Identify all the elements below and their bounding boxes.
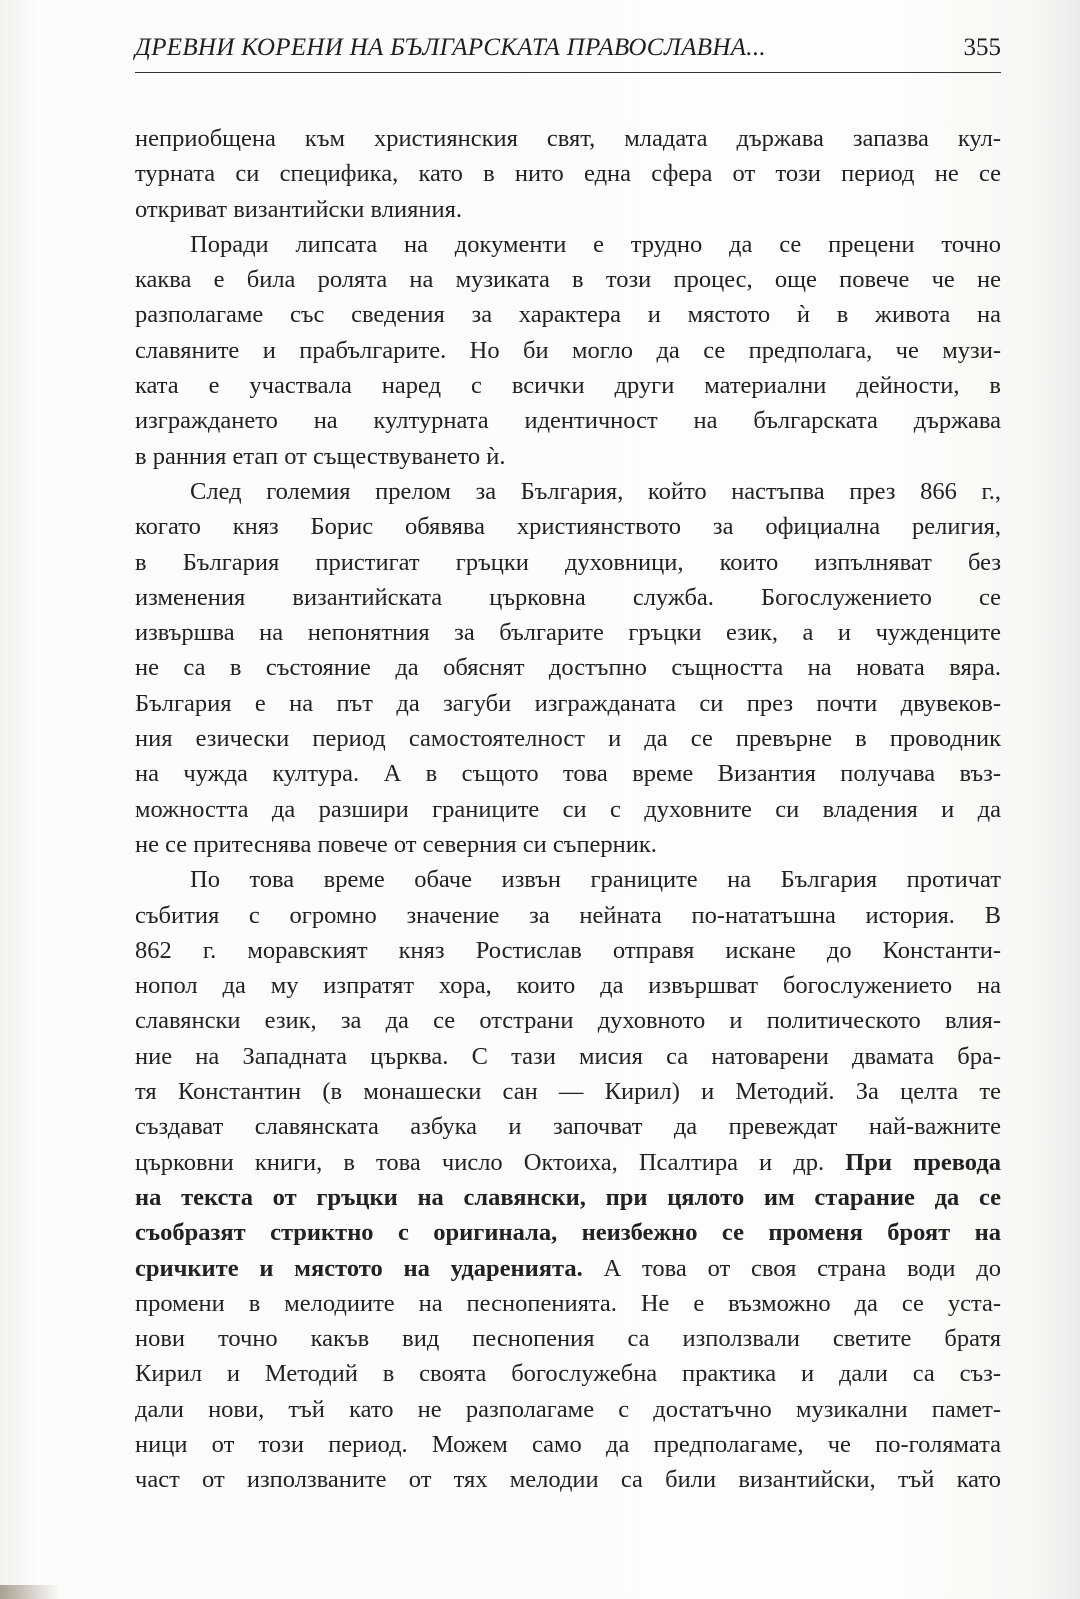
text-line: разполагаме със сведения за характера и мястото ѝ в живота на [135,301,1001,329]
body-text [135,121,1001,1498]
text-line: По това време обаче извън границите на България протичат [190,866,1001,894]
text-line: в ранния етап от съществуването ѝ. [135,442,506,470]
text-line: 862 г. моравският княз Ростислав отправя искане до Константи- [135,936,1001,964]
text-line: Кирил и Методий в своята богослужебна практика и дали са съз- [135,1360,1001,1388]
text-line: извършва на непонятния за българите гръцки език, а и чужденците [135,619,1001,647]
bold-text-run: сричките и мястото на ударенията. [135,1254,583,1282]
running-title: ДРЕВНИ КОРЕНИ НА БЪЛГАРСКАТА ПРАВОСЛАВНА... [135,34,766,61]
text-line: откриват византийски влияния. [135,195,462,223]
running-header [135,32,1001,73]
text-line-mixed [135,1145,1001,1180]
text-line: тя Константин (в монашески сан — Кирил) и Методий. За целта те [135,1078,1001,1106]
text-line: ката е участвала наред с всички други материални дейности, в [135,372,1001,400]
text-line: ние на Западната църква. С тази мисия са натоварени двамата бра- [135,1042,1001,1070]
text-line: на чужда култура. А в същото това време Византия получава въз- [135,760,1001,788]
text-line: създават славянската азбука и започват да превеждат най-важните [135,1113,1001,1141]
text-run: църковни книги, в това число Октоиха, Псалтира и др. [135,1148,825,1176]
text-line: не се притеснява повече от северния си съперник. [135,830,657,858]
text-line: Поради липсата на документи е трудно да се прецени точно [190,230,1001,258]
text-line: неприобщена към християнския свят, младата държава запазва кул- [135,125,1001,152]
text-line: България е на път да загуби изгражданата си през почти двувеков- [135,689,1001,717]
bold-text-line: на текста от гръцки на славянски, при цялото им старание да се [135,1183,1001,1211]
text-line: дали нови, тъй като не разполагаме с достатъчно музикални памет- [135,1395,1001,1423]
text-line: в България пристигат гръцки духовници, които изпълняват без [135,548,1001,576]
text-line: След големия прелом за България, който настъпва през 866 г., [190,477,1001,505]
text-line-mixed [135,1251,1001,1286]
text-line: събития с огромно значение за нейната по-нататъшна история. В [135,901,1001,929]
page-edge-shadow [0,1585,60,1599]
text-line: нопол да му изпратят хора, които да извършват богослужението на [135,972,1001,1000]
text-run: А това от своя страна води до [603,1254,1001,1282]
text-line: ници от този период. Можем само да предполагаме, че по-голямата [135,1430,1001,1458]
text-line: нови точно какъв вид песнопения са използвали светите братя [135,1325,1001,1353]
text-line: изграждането на културната идентичност на българската държава [135,407,1001,435]
page-number: 355 [963,34,1001,61]
text-line: турната си специфика, като в нито една сфера от този период не се [135,160,1001,188]
text-line: промени в мелодиите на песнопенията. Не е възможно да се уста- [135,1289,1001,1317]
text-line: не са в състояние да обяснят достъпно същността на новата вяра. [135,654,1001,682]
bold-text-run: При превода [845,1148,1001,1176]
text-line: изменения византийската църковна служба. Богослужението се [135,583,1001,611]
text-line: славяните и прабългарите. Но би могло да се предполага, че музи- [135,336,1001,364]
bold-text-line: съобразят стриктно с оригинала, неизбежно се променя броят на [135,1219,1001,1247]
text-line: славянски език, за да се отстрани духовното и политическото влия- [135,1007,1001,1035]
text-line: част от използваните от тях мелодии са били византийски, тъй като [135,1466,1001,1494]
text-line: когато княз Борис обявява християнството за официална религия, [135,513,1001,541]
text-line: можността да разшири границите си с духовните си владения и да [135,795,1001,823]
text-line: ния езически период самостоятелност и да се превърне в проводник [135,725,1001,753]
text-line: каква е била ролята на музиката в този процес, още повече че не [135,266,1001,294]
